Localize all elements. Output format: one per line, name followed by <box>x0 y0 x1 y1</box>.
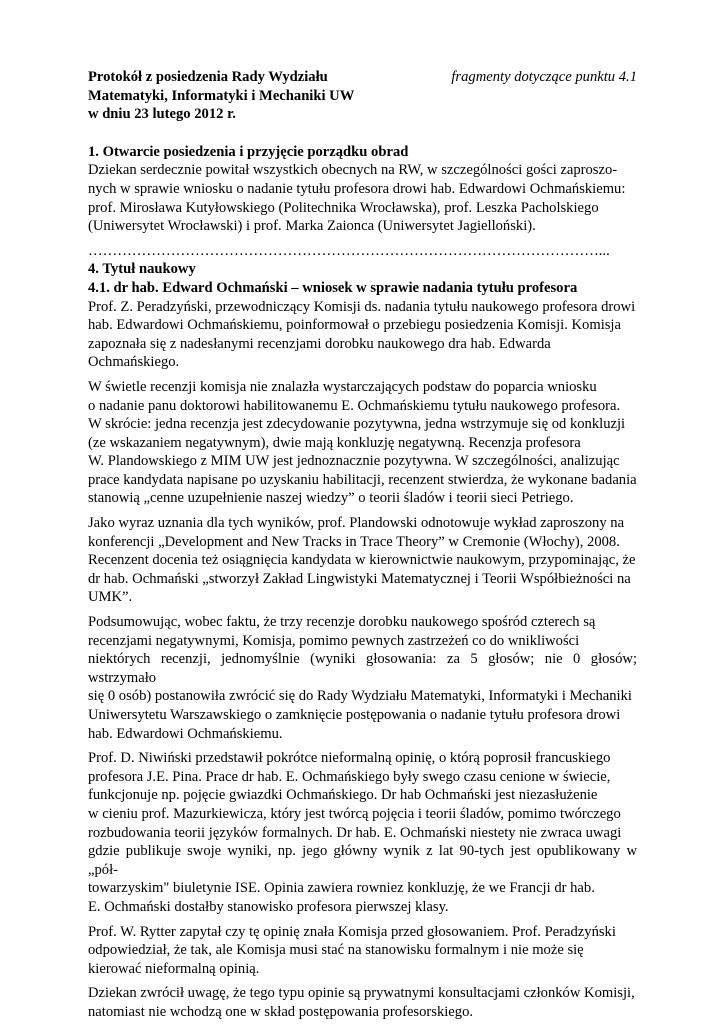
paragraph-line: funkcjonuje np. pojęcie gwiazdki Ochmańskiego. Dr hab Ochmański jest niezasłużenie <box>88 787 598 804</box>
paragraph-line: UMK”. <box>88 589 133 606</box>
paragraph-line: towarzyskim" biuletynie ISE. Opinia zawiera rowniez konkluzję, że we Francji dr hab. <box>88 880 595 897</box>
paragraph-line: recenzjami negatywnymi, Komisja, pomimo pewnych zastrzeżeń co do wnikliwości <box>88 632 580 649</box>
paragraph-line: kierować nieformalną opinią. <box>88 960 260 977</box>
paragraph-line: Prof. D. Niwiński przedstawił pokrótce nieformalną opinię, o którą poprosił francuskiego <box>88 750 611 767</box>
paragraph-line: konferencji „Development and New Tracks in Trace Theory” w Cremonie (Włochy), 2008. <box>88 533 620 550</box>
paragraph-line: prace kandydata napisane po uzyskaniu habilitacji, recenzent stwierdza, że wykonane badania <box>88 471 637 488</box>
paragraph-line: prof. Mirosława Kutyłowskiego (Politechnika Wrocławska), prof. Leszka Pacholskiego <box>88 199 599 216</box>
header-date-line: w dniu 23 lutego 2012 r. <box>88 106 236 123</box>
paragraph-line: rozbudowania teorii języków formalnych. Dr hab. E. Ochmański niestety nie zwraca uwagi <box>88 824 622 841</box>
document-page <box>88 68 637 1028</box>
paragraph-line: w cieniu prof. Mazurkiewicza, który jest twórcą pojęcia i teorii śladów, pomimo twórczego <box>88 805 621 822</box>
paragraph-line: stanowią „cenne uzupełnienie naszej wiedzy” o teorii śladów i teorii sieci Petriego. <box>88 490 574 507</box>
body-paragraph <box>88 613 637 743</box>
paragraph-line: (ze wskazaniem negatywnym), dwie mają konkluzję negatywną. Recenzja profesora <box>88 434 581 451</box>
paragraph-line: Recenzent docenia też osiągnięcia kandydata w kierownictwie naukowym, przypominając, że <box>88 552 636 569</box>
header-note: fragmenty dotyczące punktu 4.1 <box>451 69 637 85</box>
paragraph-line: odpowiedział, że tak, ale Komisja musi stać na stanowisku formalnym i nie może się <box>88 942 584 959</box>
paragraph-line: Podsumowując, wobec faktu, że trzy recenzje dorobku naukowego spośród czterech są <box>88 614 596 631</box>
elision-separator: ……………………………………………………………………………………………... <box>88 242 610 259</box>
paragraph-line: zapoznała się z nadesłanymi recenzjami dorobku naukowego dra hab. Edwarda <box>88 335 551 352</box>
paragraph-line: W świetle recenzji komisja nie znalazła wystarczających podstaw do poparcia wniosku <box>88 378 597 395</box>
paragraph-line: o nadanie panu doktorowi habilitowanemu E. Ochmańskiemu tytułu naukowego profesora. <box>88 397 621 414</box>
paragraph-line: E. Ochmański dostałby stanowisko profesora pierwszej klasy. <box>88 898 449 915</box>
paragraph-line: natomiast nie wchodzą one w skład postępowania profesorskiego. <box>88 1003 474 1020</box>
paragraph-line: Uniwersytetu Warszawskiego o zamknięcie postępowania o nadanie tytułu profesora drowi <box>88 707 621 723</box>
body-paragraph <box>88 984 637 1021</box>
section-4-heading: 4. Tytuł naukowy <box>88 261 196 278</box>
body-paragraph <box>88 749 637 916</box>
body-paragraph <box>88 378 637 508</box>
paragraph-line: W. Plandowskiego z MIM UW jest jednoznacznie pozytywna. W szczególności, analizując <box>88 453 620 470</box>
paragraph-line: dr hab. Ochmański „stworzył Zakład Lingwistyki Matematycznej i Teorii Współbieżności na <box>88 570 631 587</box>
paragraph-line: Prof. Z. Peradzyński, przewodniczący Komisji ds. nadania tytułu naukowego profesora drowi <box>88 298 636 315</box>
paragraph-line: Prof. W. Rytter zapytał czy tę opinię znała Komisja przed głosowaniem. Prof. Peradzyński <box>88 923 616 940</box>
paragraph-line: nych w sprawie wniosku o nadanie tytułu profesora drowi hab. Edwardowi Ochmańskiemu: <box>88 180 626 197</box>
header-title-line: Protokół z posiedzenia Rady Wydziału <box>88 69 328 85</box>
paragraph-line: Ochmańskiego. <box>88 354 180 371</box>
header-title-line: Matematyki, Informatyki i Mechaniki UW <box>88 87 355 104</box>
paragraph-line: Jako wyraz uznania dla tych wyników, prof. Plandowski odnotowuje wykład zaproszony na <box>88 515 625 532</box>
section-1-paragraph <box>88 161 637 235</box>
body-paragraph <box>88 298 637 372</box>
body-paragraph <box>88 923 637 979</box>
paragraph-line: niektórych recenzji, jednomyślnie (wyniki głosowania: za 5 głosów; nie 0 głosów; wstrzymało <box>88 651 637 686</box>
paragraph-line: Dziekan serdecznie powitał wszystkich obecnych na RW, w szczególności gości zaproszo- <box>88 162 618 179</box>
protocol-header <box>88 68 637 124</box>
paragraph-line: W skrócie: jedna recenzja jest zdecydowanie pozytywna, jedna wstrzymuje się od konkluzji <box>88 416 626 433</box>
paragraph-line: profesora J.E. Pina. Prace dr hab. E. Ochmańskiego były swego czasu cenione w świecie, <box>88 768 611 785</box>
body-paragraph <box>88 514 637 607</box>
paragraph-line: się 0 osób) postanowiła zwrócić się do Rady Wydziału Matematyki, Informatyki i Mechaniki <box>88 688 632 705</box>
paragraph-line: hab. Edwardowi Ochmańskiemu, poinformował o przebiegu posiedzenia Komisji. Komisja <box>88 317 621 334</box>
section-1-heading: 1. Otwarcie posiedzenia i przyjęcie porządku obrad <box>88 143 409 160</box>
paragraph-line: gdzie publikuje swoje wyniki, np. jego główny wynik z lat 90-tych jest opublikowany w „pół- <box>88 843 637 878</box>
paragraph-line: Dziekan zwrócił uwagę, że tego typu opinie są prywatnymi konsultacjami członków Komisji, <box>88 985 635 1002</box>
paragraph-line: hab. Edwardowi Ochmańskiemu. <box>88 725 283 742</box>
paragraph-line: (Uniwersytet Wrocławski) i prof. Marka Zaionca (Uniwersytet Jagielloński). <box>88 218 536 235</box>
section-4-1-heading: 4.1. dr hab. Edward Ochmański – wniosek w sprawie nadania tytułu profesora <box>88 279 578 296</box>
